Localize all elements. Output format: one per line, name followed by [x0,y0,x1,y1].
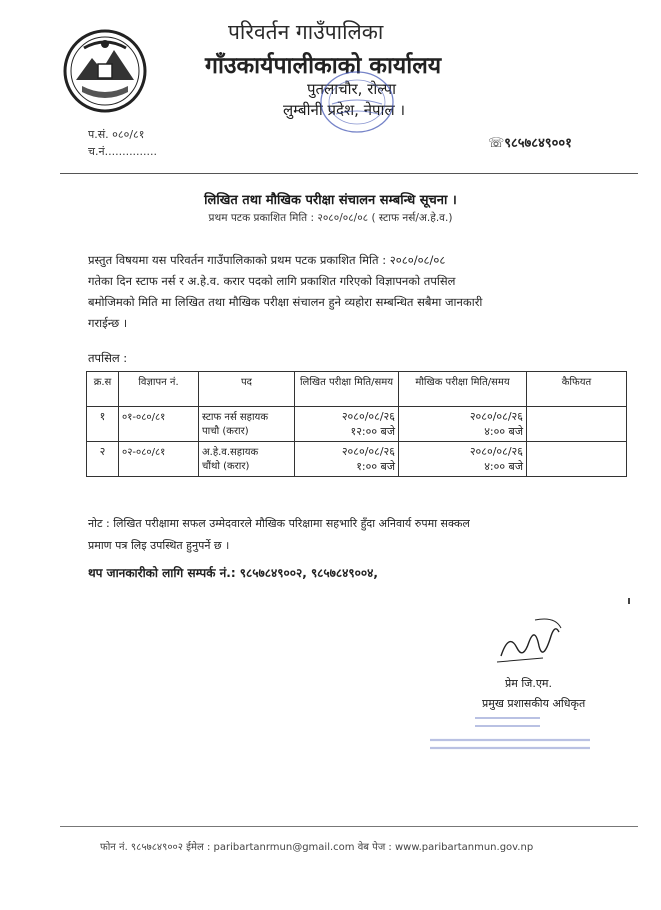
cell-written [295,407,399,442]
signatory-name: प्रेम जि.एम. [505,677,552,690]
signature-icon [495,612,565,668]
post-line: पाचौ (करार) [202,426,249,437]
notice-body-line: बमोजिमको मिति मा लिखित तथा मौखिक परीक्षा संचालन हुने व्यहोरा सम्बन्धित सबैमा जानकारी [88,295,483,309]
written-time: १:०० बजे [356,460,395,473]
notice-body-line: गतेका दिन स्टाफ नर्स र अ.हे.व. करार पदको लागि प्रकाशित गरिएको विज्ञापनको तपसिल [88,274,456,288]
col-header-post: पद [199,372,295,407]
written-date: २०८०/०८/२६ [341,445,395,458]
note-line: प्रमाण पत्र लिइ उपस्थित हुनुपर्ने छ । [88,539,230,552]
oral-date: २०८०/०८/२६ [469,445,523,458]
tapasil-label: तपसिल : [88,351,128,365]
cell-oral [399,407,527,442]
cell-ad-no: ०२-०८०/८१ [119,442,199,477]
office-stamp-icon [318,68,396,136]
post-line: स्टाफ नर्स सहायक [202,412,269,423]
footer-divider [60,826,638,827]
cell-sn: २ [87,442,119,477]
reference-number: प.सं. ०८०/८१ [88,128,145,141]
municipality-name: परिवर्तन गाउँपालिका [228,20,384,44]
table-header-row [87,372,627,407]
header-divider [60,173,638,174]
notice-title: लिखित तथा मौखिक परीक्षा संचालन सम्बन्धि सूचना । [204,193,457,208]
dispatch-number: च.नं............... [88,145,158,158]
office-province: लुम्बीनी प्रदेश, नेपाल । [283,101,406,119]
signatory-stamp-icon [420,712,595,754]
nepal-emblem-icon [62,28,148,114]
note-line: नोट : लिखित परीक्षामा सफल उम्मेदवारले मौखिक परिक्षामा सहभारि हुँदा अनिवार्य रुपमा सक्कल [88,517,470,530]
cell-remarks [527,442,627,477]
office-name: गाँउकार्यपालीकाको कार्यालय [205,53,442,79]
cell-remarks [527,407,627,442]
scan-speck [628,598,630,604]
written-time: १२:०० बजे [350,425,395,438]
col-header-sn: क्र.स [87,372,119,407]
office-location: पुतलाचौर, रोल्पा [307,80,397,98]
oral-time: ४:०० बजे [484,460,523,473]
note-block [88,513,628,557]
signatory-title: प्रमुख प्रशासकीय अधिकृत [482,697,586,710]
phone-number: ९८५७८४९००१ [504,136,572,151]
cell-post [199,407,295,442]
cell-oral [399,442,527,477]
oral-time: ४:०० बजे [484,425,523,438]
notice-body-line: गराईन्छ । [88,316,128,330]
table-row [87,407,627,442]
notice-body-line: प्रस्तुत विषयमा यस परिवर्तन गाउँपालिकाको प्रथम पटक प्रकाशित मिति : २०८०/०८/०८ [88,253,446,267]
post-line: अ.हे.व.सहायक [202,447,259,458]
cell-ad-no: ०१-०८०/८१ [119,407,199,442]
table-row [87,442,627,477]
col-header-ad-no: विज्ञापन नं. [119,372,199,407]
written-date: २०८०/०८/२६ [341,410,395,423]
cell-post [199,442,295,477]
phone-icon: ☏ [488,136,505,151]
footer-contact: फोन नं. ९८५७८४९००२ ईमेल : paribartanrmun@gmail.com वेब पेज : www.paribartanmun.gov.np [100,842,534,853]
contact-numbers: थप जानकारीको लागि सम्पर्क नं.: ९८५७८४९००२, ९८५७८४९००४, [88,566,378,580]
cell-written [295,442,399,477]
notice-subtitle: प्रथम पटक प्रकाशित मिति : २०८०/०८/०८ ( स्टाफ नर्स/अ.हे.व.) [208,212,453,224]
header-phone [488,133,572,151]
notice-body [88,250,588,334]
col-header-written: लिखित परीक्षा मिति/समय [295,372,399,407]
col-header-oral: मौखिक परीक्षा मिति/समय [399,372,527,407]
col-header-remarks: कैफियत [527,372,627,407]
schedule-table [86,371,627,477]
cell-sn: १ [87,407,119,442]
oral-date: २०८०/०८/२६ [469,410,523,423]
post-line: चौंथो (करार) [202,461,250,472]
